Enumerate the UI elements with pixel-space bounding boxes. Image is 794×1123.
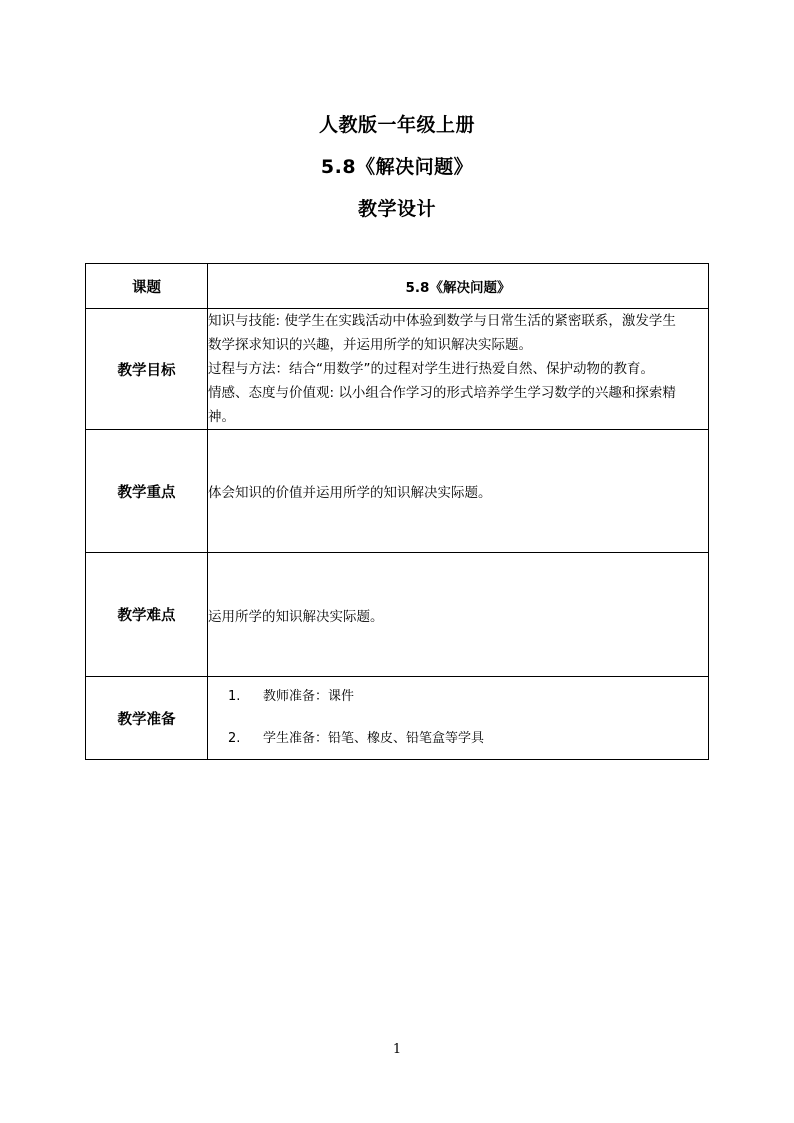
lesson-plan-table bbox=[85, 263, 709, 760]
list-item bbox=[208, 729, 708, 749]
goals-label: 教学目标 bbox=[86, 309, 208, 430]
preparation-content bbox=[208, 677, 709, 760]
key-points-label: 教学重点 bbox=[86, 430, 208, 553]
goals-content bbox=[208, 309, 709, 430]
title-textbook: 人教版一年级上册 bbox=[318, 114, 475, 136]
table-row-goals bbox=[86, 309, 709, 430]
key-points-value: 体会知识的价值并运用所学的知识解决实际题。 bbox=[208, 430, 709, 553]
preparation-list bbox=[208, 687, 708, 749]
list-item bbox=[208, 687, 708, 707]
table-row-key-points bbox=[86, 430, 709, 553]
goal-line: 神。 bbox=[208, 409, 235, 425]
list-item-number: 2. bbox=[228, 731, 241, 746]
goal-line: 数学探求知识的兴趣，并运用所学的知识解决实际题。 bbox=[208, 337, 532, 353]
list-item-text: 教师准备：课件 bbox=[263, 689, 355, 704]
difficulties-value: 运用所学的知识解决实际题。 bbox=[208, 553, 709, 677]
table-row-topic bbox=[86, 264, 709, 309]
table-row-difficulties bbox=[86, 553, 709, 677]
table-row-preparation bbox=[86, 677, 709, 760]
goal-line: 过程与方法：结合“用数学”的过程对学生进行热爱自然、保护动物的教育。 bbox=[208, 361, 654, 377]
title-doc-type: 教学设计 bbox=[357, 198, 436, 220]
page-number: 1 bbox=[392, 1042, 402, 1057]
list-item-number: 1. bbox=[228, 689, 241, 704]
goal-line: 知识与技能: 使学生在实践活动中体验到数学与日常生活的紧密联系，激发学生 bbox=[208, 313, 676, 329]
preparation-label: 教学准备 bbox=[86, 677, 208, 760]
difficulties-label: 教学难点 bbox=[86, 553, 208, 677]
topic-label: 课题 bbox=[86, 264, 208, 309]
list-item-text: 学生准备：铅笔、橡皮、铅笔盒等学具 bbox=[263, 731, 485, 746]
title-lesson: 5.8《解决问题》 bbox=[320, 156, 474, 178]
topic-value: 5.8《解决问题》 bbox=[208, 264, 709, 309]
goal-line: 情感、态度与价值观: 以小组合作学习的形式培养学生学习数学的兴趣和探索精 bbox=[208, 385, 676, 401]
document-title-block bbox=[0, 104, 794, 230]
